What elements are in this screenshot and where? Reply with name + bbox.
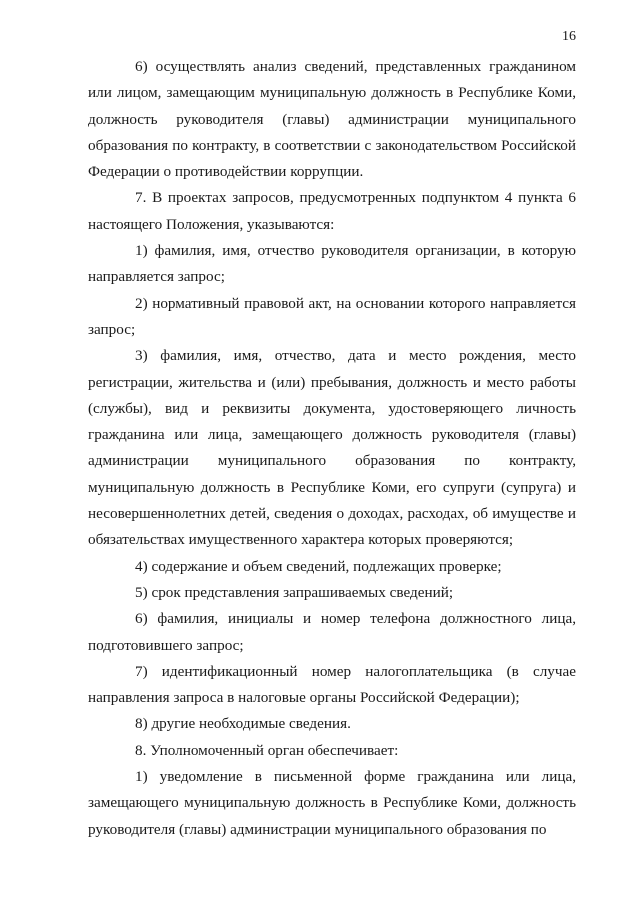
paragraph-clause-8: 8. Уполномоченный орган обеспечивает: [135, 741, 399, 759]
paragraph-item-8-other: 8) другие необходимые сведения. [135, 715, 351, 733]
paragraph-item-3-personal-data: 3) фамилия, имя, отчество, дата и место рождения, место регистрации, жительства и (или) пребывания, должность и место работы (службы), вид и реквизиты документа, удостоверяющего личность гражданина или лица, замещающего должность руководителя (главы) администрации муниципального образования по контракту, муниципальную должность в Республике Коми, его супруги (супруга) и несовершеннолетних детей, сведения о доходах, расходах, об имуществе и обязательствах имущественного характера которых проверяются; [88, 347, 576, 549]
paragraph-item-4-content: 4) содержание и объем сведений, подлежащих проверке; [135, 557, 502, 575]
paragraph-item-6-analysis: 6) осуществлять анализ сведений, представленных гражданином или лицом, замещающим муниципальную должность в Республике Коми, должность руководителя (главы) администрации муниципального образования по контракту, в соответствии с законодательством Российской Федерации о противодействии коррупции. [88, 58, 576, 181]
paragraph-item-5-deadline: 5) срок представления запрашиваемых сведений; [135, 583, 454, 601]
paragraph-item-2-legal-act: 2) нормативный правовой акт, на основании которого направляется запрос; [88, 294, 576, 338]
document-body [88, 54, 576, 843]
paragraph-item-6-official: 6) фамилия, инициалы и номер телефона должностного лица, подготовившего запрос; [88, 610, 576, 654]
paragraph-clause-7: 7. В проектах запросов, предусмотренных подпунктом 4 пункта 6 настоящего Положения, указываются: [88, 189, 576, 233]
paragraph-item-1-notification: 1) уведомление в письменной форме гражданина или лица, замещающего муниципальную должность в Республике Коми, должность руководителя (главы) администрации муниципального образования по [88, 768, 576, 838]
page-number: 16 [562, 29, 576, 44]
paragraph-item-1-recipient: 1) фамилия, имя, отчество руководителя организации, в которую направляется запрос; [88, 242, 576, 286]
paragraph-item-7-tax-id: 7) идентификационный номер налогоплательщика (в случае направления запроса в налоговые органы Российской Федерации); [88, 662, 576, 707]
